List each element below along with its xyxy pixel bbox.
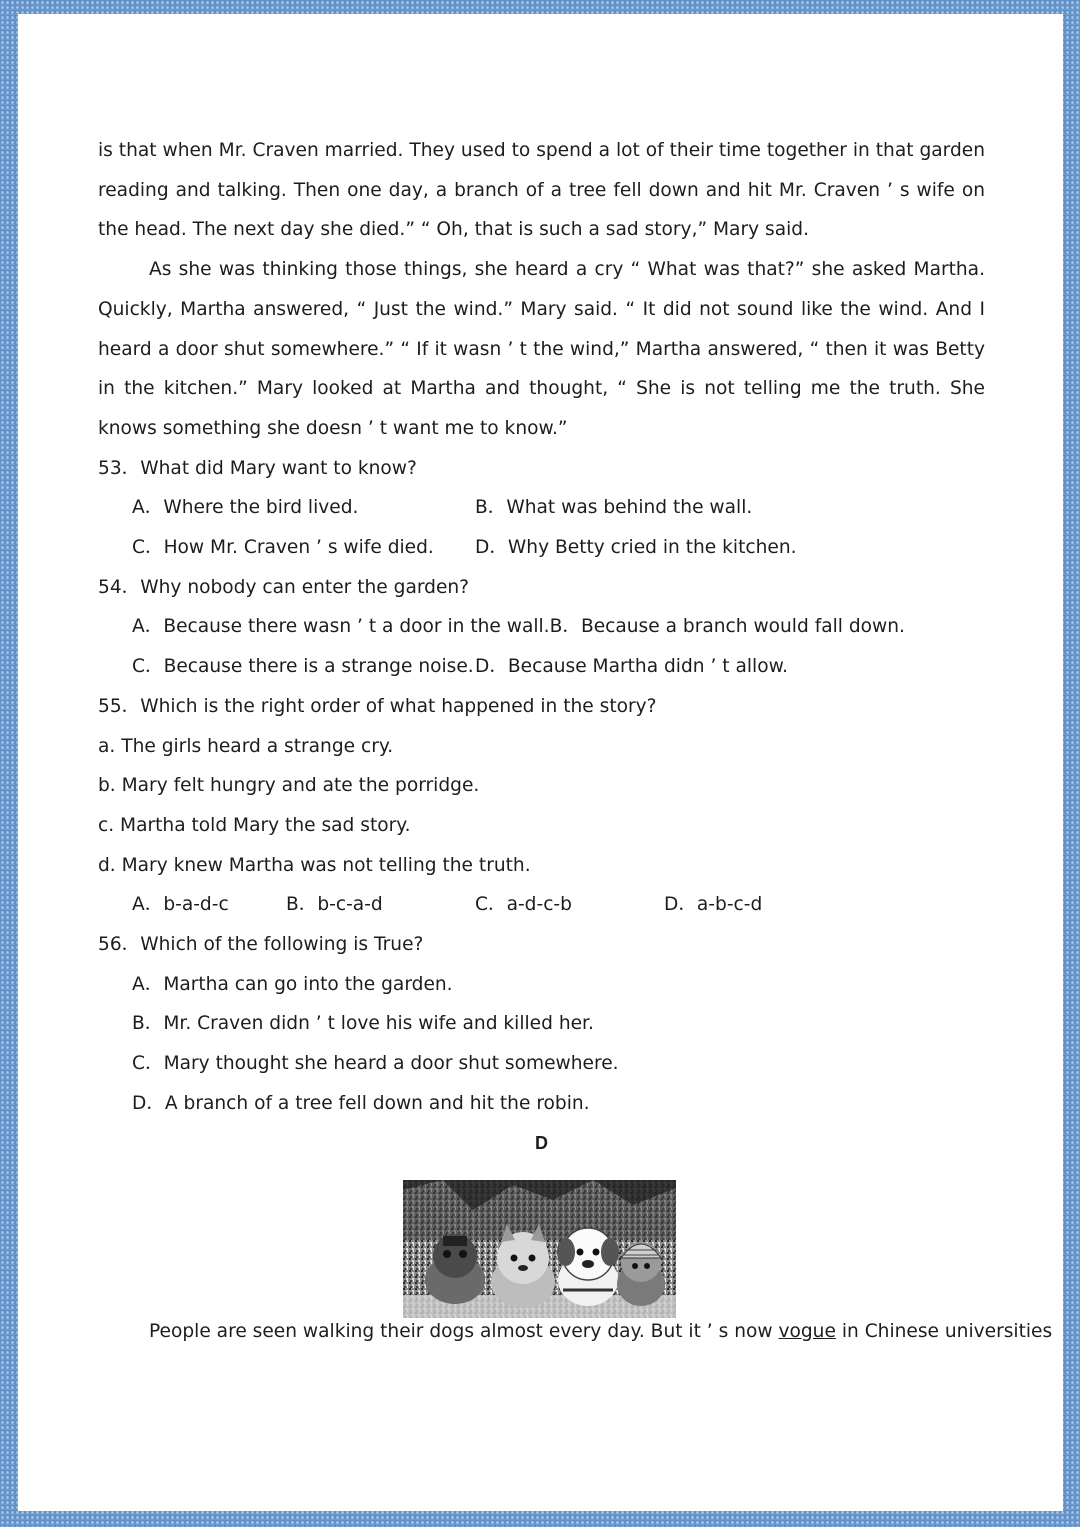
q53-option-b: B．What was behind the wall. bbox=[475, 497, 753, 519]
worksheet-page bbox=[18, 14, 1063, 1511]
intro-text-end: in Chinese universities bbox=[835, 1320, 1053, 1342]
dog-4 bbox=[617, 1242, 665, 1306]
photo-container bbox=[98, 1162, 985, 1312]
passage-paragraph-2: As she was thinking those things, she heard a cry “ What was that?” she asked Martha. Quickly, Martha answered, “ Just the wind.” Mary said. “ It did not sound like the wind. And I heard a door shut somewhere.” “ If it wasn ’ t the wind,” Martha answered, “ then it was Betty in the kitchen.” Mary looked at Martha and thought, “ She is not telling me the truth. She knows something she doesn ’ t want me to know.” bbox=[98, 259, 985, 439]
passage-paragraph-1: is that when Mr. Craven married. They used to spend a lot of their time together in that garden reading and talking. Then one day, a branch of a tree fell down and hit Mr. Craven ’ s wife on the head. The next day she died.” “ Oh, that is such a sad story,” Mary said. bbox=[98, 140, 985, 241]
q53-option-c: C．How Mr. Craven ’ s wife died. bbox=[132, 537, 434, 559]
q56-option-c: C．Mary thought she heard a door shut somewhere. bbox=[132, 1053, 619, 1075]
q55-option-b: B．b-c-a-d bbox=[286, 894, 383, 916]
question-56-stem: 56．Which of the following is True? bbox=[98, 934, 424, 956]
dog-3 bbox=[557, 1228, 619, 1306]
q56-option-b: B．Mr. Craven didn ’ t love his wife and killed her. bbox=[132, 1013, 594, 1035]
intro-text-start: People are seen walking their dogs almost every day. But it ’ s now bbox=[149, 1320, 779, 1342]
q55-option-a: A．b-a-d-c bbox=[132, 894, 229, 916]
section-d-title: D bbox=[535, 1132, 548, 1153]
question-53-options-row-2 bbox=[98, 528, 985, 568]
q53-option-d: D．Why Betty cried in the kitchen. bbox=[475, 537, 797, 559]
q56-option-a: A．Martha can go into the garden. bbox=[132, 973, 453, 995]
q55-event-b: b. Mary felt hungry and ate the porridge. bbox=[98, 775, 480, 797]
q55-event-c: c. Martha told Mary the sad story. bbox=[98, 814, 411, 836]
q56-option-d: D．A branch of a tree fell down and hit the robin. bbox=[132, 1092, 590, 1114]
q54-option-b: B．Because a branch would fall down. bbox=[549, 616, 905, 638]
page-content bbox=[98, 131, 1053, 1351]
q53-option-a: A．Where the bird lived. bbox=[132, 497, 359, 519]
question-54-stem: 54．Why nobody can enter the garden? bbox=[98, 576, 470, 598]
q54-option-c: C．Because there is a strange noise. bbox=[132, 656, 474, 678]
question-53-stem: 53．What did Mary want to know? bbox=[98, 457, 417, 479]
q54-option-a: A．Because there wasn ’ t a door in the wall. bbox=[132, 616, 550, 638]
q55-option-d: D．a-b-c-d bbox=[664, 894, 763, 916]
q55-event-d: d. Mary knew Martha was not telling the truth. bbox=[98, 854, 531, 876]
q55-event-a: a. The girls heard a strange cry. bbox=[98, 735, 394, 757]
vocabulary-word-vogue: vogue bbox=[778, 1320, 836, 1342]
q54-option-d: D．Because Martha didn ’ t allow. bbox=[475, 656, 789, 678]
question-53-options-row-1 bbox=[98, 488, 985, 528]
question-55-stem: 55．Which is the right order of what happened in the story? bbox=[98, 695, 657, 717]
question-54-options-row-1 bbox=[98, 607, 985, 647]
question-55-options bbox=[98, 885, 985, 925]
dogs-costume-photo bbox=[403, 1180, 676, 1318]
question-54-options-row-2 bbox=[98, 647, 985, 687]
q55-option-c: C．a-d-c-b bbox=[475, 894, 572, 916]
